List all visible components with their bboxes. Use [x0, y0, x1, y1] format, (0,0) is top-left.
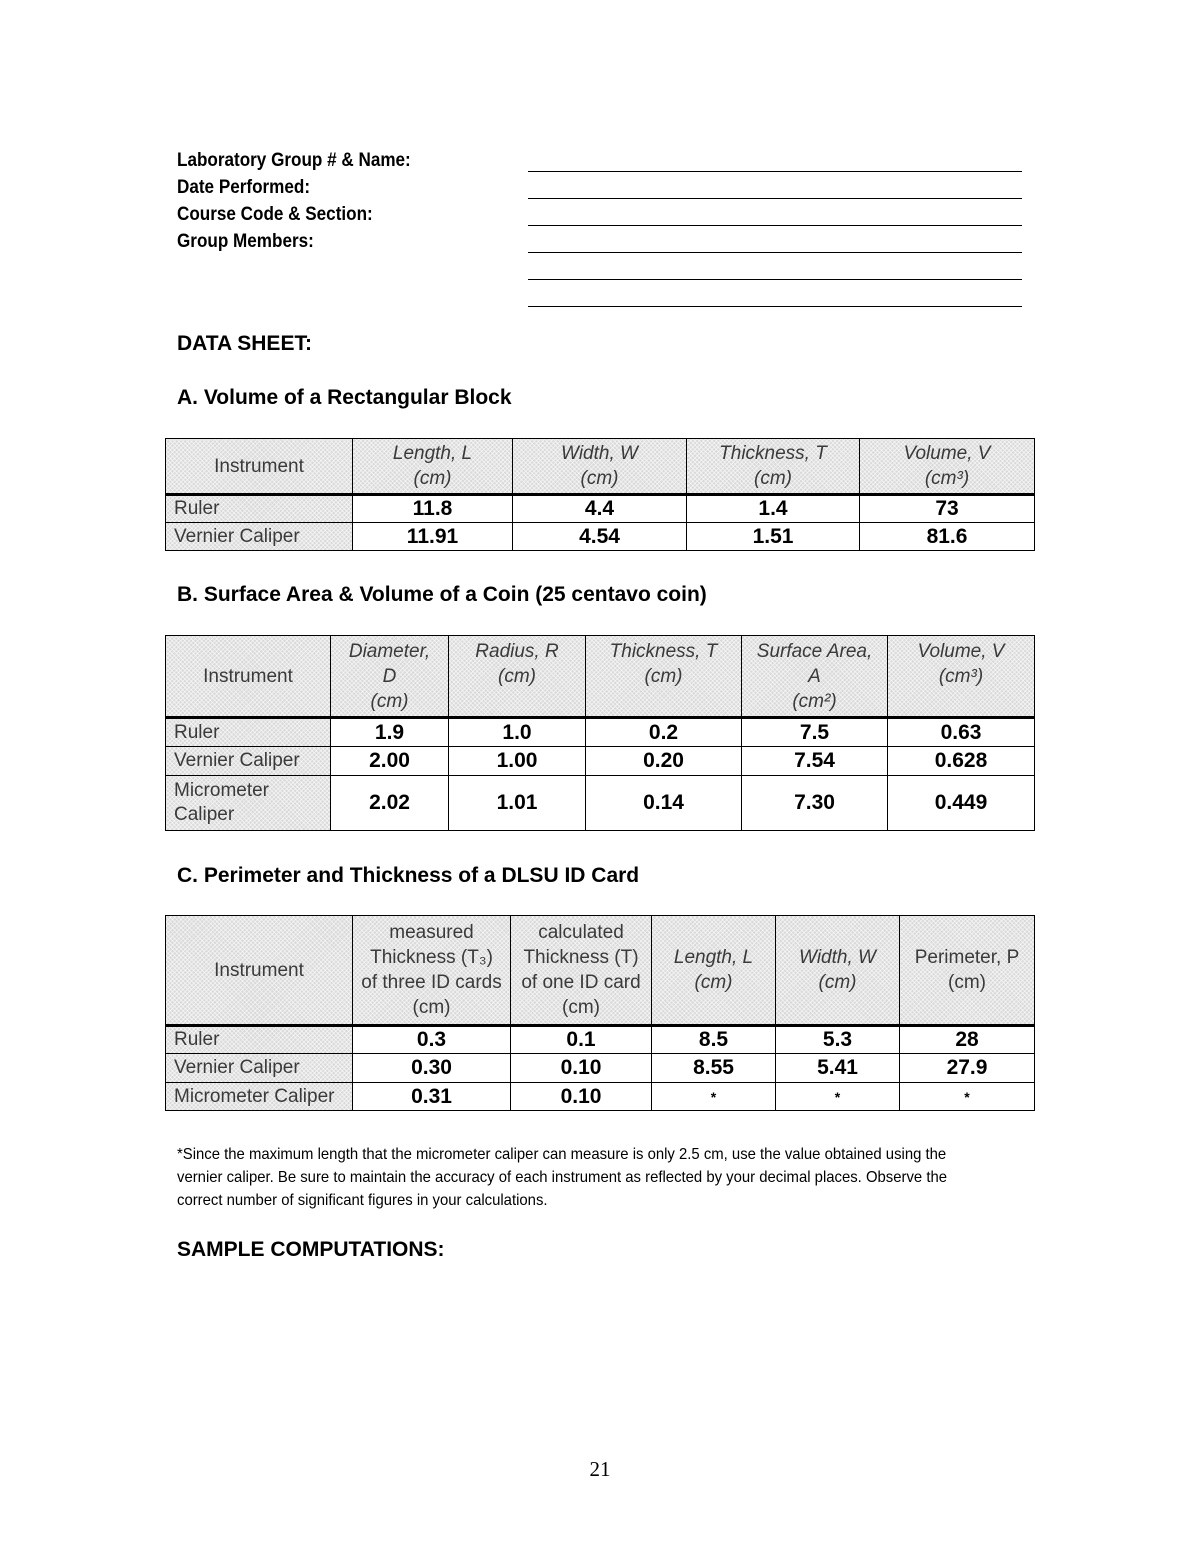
- cell-length[interactable]: *: [652, 1083, 776, 1111]
- cell-surface-area[interactable]: 7.30: [742, 776, 888, 831]
- cell-volume[interactable]: 0.449: [888, 776, 1035, 831]
- cell-surface-area[interactable]: 7.54: [742, 747, 888, 776]
- row-instrument: Vernier Caliper: [166, 523, 353, 551]
- data-sheet-title: DATA SHEET:: [177, 332, 312, 355]
- row-instrument: Ruler: [166, 1026, 353, 1054]
- table-row: [166, 1054, 1035, 1083]
- table-a-header-width: Width, W (cm): [513, 439, 687, 495]
- course-code-field[interactable]: [528, 208, 1022, 226]
- table-c: [165, 915, 1035, 1111]
- cell-width[interactable]: 5.41: [776, 1054, 900, 1083]
- cell-surface-area[interactable]: 7.5: [742, 718, 888, 747]
- group-members-label: Group Members:: [177, 231, 314, 252]
- table-b-header-thickness: Thickness, T (cm): [586, 636, 742, 718]
- cell-volume[interactable]: 0.628: [888, 747, 1035, 776]
- section-a-title: A. Volume of a Rectangular Block: [177, 386, 512, 409]
- cell-measured-thickness[interactable]: 0.30: [353, 1054, 511, 1083]
- cell-calculated-thickness[interactable]: 0.10: [511, 1083, 652, 1111]
- table-b-header-volume: Volume, V (cm³): [888, 636, 1035, 718]
- group-member-field-1[interactable]: [528, 235, 1022, 253]
- footnote: *Since the maximum length that the micrometer caliper can measure is only 2.5 cm, use the value obtained using the vernier caliper. Be sure to maintain the accuracy of each instrument as reflected by your decimal places. Observe the correct number of significant figures in your calculations.: [177, 1146, 948, 1209]
- lab-group-label: Laboratory Group # & Name:: [177, 150, 411, 171]
- cell-thickness[interactable]: 0.2: [586, 718, 742, 747]
- cell-calculated-thickness[interactable]: 0.10: [511, 1054, 652, 1083]
- table-row: [166, 1026, 1035, 1054]
- cell-radius[interactable]: 1.00: [449, 747, 586, 776]
- lab-group-row: [177, 145, 1022, 172]
- cell-width[interactable]: 5.3: [776, 1026, 900, 1054]
- table-row: [166, 523, 1035, 551]
- date-performed-label: Date Performed:: [177, 177, 311, 198]
- table-c-header-calculated-thickness: calculated Thickness (T) of one ID card (cm): [511, 916, 652, 1026]
- table-c-header-perimeter: Perimeter, P (cm): [900, 916, 1035, 1026]
- table-b-header-surface-area: Surface Area, A (cm²): [742, 636, 888, 718]
- cell-length[interactable]: 11.8: [353, 495, 513, 523]
- cell-length[interactable]: 8.5: [652, 1026, 776, 1054]
- row-instrument: Micrometer Caliper: [166, 776, 331, 831]
- table-c-header-length: Length, L (cm): [652, 916, 776, 1026]
- group-member-field-3[interactable]: [528, 289, 1022, 307]
- table-row: [166, 495, 1035, 523]
- group-members-row-3: [177, 280, 1022, 307]
- row-instrument: Vernier Caliper: [166, 1054, 353, 1083]
- cell-radius[interactable]: 1.0: [449, 718, 586, 747]
- table-b-header-radius: Radius, R (cm): [449, 636, 586, 718]
- cell-measured-thickness[interactable]: 0.3: [353, 1026, 511, 1054]
- cell-volume[interactable]: 81.6: [860, 523, 1035, 551]
- cell-width[interactable]: *: [776, 1083, 900, 1111]
- page-number: 21: [589, 1457, 611, 1481]
- section-c-title: C. Perimeter and Thickness of a DLSU ID Card: [177, 864, 640, 887]
- row-instrument: Vernier Caliper: [166, 747, 331, 776]
- table-row: [166, 776, 1035, 831]
- cell-perimeter[interactable]: 27.9: [900, 1054, 1035, 1083]
- table-row: [166, 747, 1035, 776]
- sample-computations-title: SAMPLE COMPUTATIONS:: [177, 1238, 445, 1261]
- date-performed-field[interactable]: [528, 181, 1022, 199]
- cell-length[interactable]: 11.91: [353, 523, 513, 551]
- table-b-header-diameter: Diameter, D (cm): [331, 636, 449, 718]
- row-instrument: Ruler: [166, 718, 331, 747]
- table-b-header-instrument: Instrument: [166, 636, 331, 718]
- table-a-header-volume: Volume, V (cm³): [860, 439, 1035, 495]
- header-form: [177, 145, 1022, 307]
- cell-width[interactable]: 4.4: [513, 495, 687, 523]
- table-row: [166, 1083, 1035, 1111]
- cell-thickness[interactable]: 1.4: [687, 495, 860, 523]
- table-a: [165, 438, 1035, 551]
- cell-radius[interactable]: 1.01: [449, 776, 586, 831]
- table-a-header-thickness: Thickness, T (cm): [687, 439, 860, 495]
- row-instrument: Ruler: [166, 495, 353, 523]
- cell-calculated-thickness[interactable]: 0.1: [511, 1026, 652, 1054]
- group-members-row-2: [177, 253, 1022, 280]
- course-code-row: [177, 199, 1022, 226]
- cell-thickness[interactable]: 0.20: [586, 747, 742, 776]
- table-c-header-instrument: Instrument: [166, 916, 353, 1026]
- cell-width[interactable]: 4.54: [513, 523, 687, 551]
- date-performed-row: [177, 172, 1022, 199]
- cell-thickness[interactable]: 0.14: [586, 776, 742, 831]
- section-b-title: B. Surface Area & Volume of a Coin (25 centavo coin): [177, 583, 707, 606]
- cell-measured-thickness[interactable]: 0.31: [353, 1083, 511, 1111]
- table-c-header-width: Width, W (cm): [776, 916, 900, 1026]
- cell-length[interactable]: 8.55: [652, 1054, 776, 1083]
- cell-volume[interactable]: 0.63: [888, 718, 1035, 747]
- cell-diameter[interactable]: 2.02: [331, 776, 449, 831]
- cell-diameter[interactable]: 1.9: [331, 718, 449, 747]
- lab-group-field[interactable]: [528, 154, 1022, 172]
- cell-thickness[interactable]: 1.51: [687, 523, 860, 551]
- cell-volume[interactable]: 73: [860, 495, 1035, 523]
- table-b: [165, 635, 1035, 831]
- table-a-header-length: Length, L (cm): [353, 439, 513, 495]
- row-instrument: Micrometer Caliper: [166, 1083, 353, 1111]
- group-members-row: [177, 226, 1022, 253]
- table-a-header-instrument: Instrument: [166, 439, 353, 495]
- cell-perimeter[interactable]: 28: [900, 1026, 1035, 1054]
- table-c-header-measured-thickness: measured Thickness (T₃) of three ID cards (cm): [353, 916, 511, 1026]
- cell-diameter[interactable]: 2.00: [331, 747, 449, 776]
- cell-perimeter[interactable]: *: [900, 1083, 1035, 1111]
- course-code-label: Course Code & Section:: [177, 204, 373, 225]
- table-row: [166, 718, 1035, 747]
- group-member-field-2[interactable]: [528, 262, 1022, 280]
